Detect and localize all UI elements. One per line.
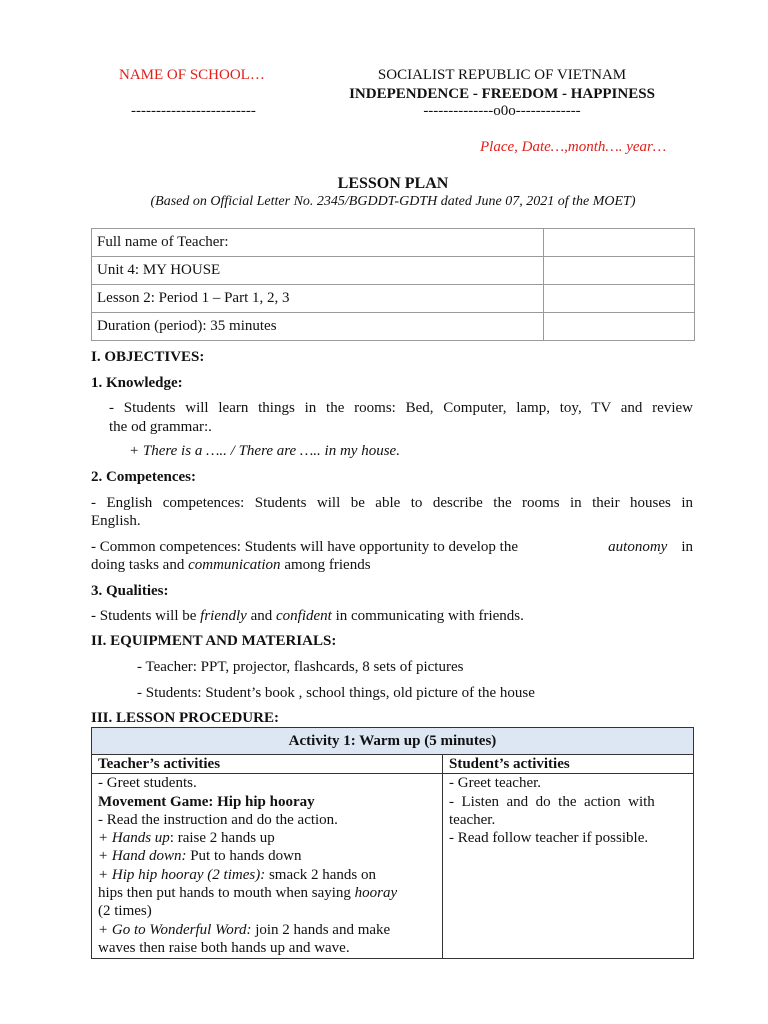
page-subtitle: (Based on Official Letter No. 2345/BGDDT-GDTH dated June 07, 2021 of the MOET): [150, 194, 636, 209]
knowledge-line-2: the od grammar:.: [109, 419, 212, 435]
competence-common-1: - Common competences: Students will have opportunity to develop the autonomy in: [91, 539, 693, 555]
competences-heading: 2. Competences:: [91, 469, 196, 485]
info-cell: Unit 4: MY HOUSE: [92, 257, 544, 285]
table-row: [92, 774, 694, 959]
motto-divider: --------------o0o-------------: [423, 103, 581, 119]
teacher-column-header: Teacher’s activities: [92, 755, 443, 774]
table-row: [92, 755, 694, 774]
procedure-table: [91, 727, 694, 959]
procedure-heading: III. LESSON PROCEDURE:: [91, 710, 279, 726]
knowledge-line-1: - Students will learn things in the rooms: Bed, Computer, lamp, toy, TV and review: [109, 400, 693, 416]
student-activities-cell: - Greet teacher. - Listen and do the action with teacher. - Read follow teacher if possible.: [443, 774, 694, 959]
national-motto: INDEPENDENCE - FREEDOM - HAPPINESS: [349, 86, 655, 102]
lesson-info-table: [91, 228, 695, 341]
grammar-line: + There is a ….. / There are ….. in my house.: [129, 443, 400, 459]
equipment-teacher: - Teacher: PPT, projector, flashcards, 8 sets of pictures: [137, 659, 464, 675]
competence-english-1: - English competences: Students will be able to describe the rooms in their houses in: [91, 495, 693, 511]
activity-title: Activity 1: Warm up (5 minutes): [92, 728, 694, 755]
competence-common-2: doing tasks and communication among friends: [91, 557, 371, 573]
teacher-activities-cell: - Greet students. Movement Game: Hip hip hooray - Read the instruction and do the action. + Hands up: raise 2 hands up + Hand down: Put to hands down + Hip hip hooray (2 times): smack 2 hands on hips then put hands to mouth when saying hooray (2 times) + Go to Wonderful Word: join 2 hands and make waves then raise both hands up and wave.: [92, 774, 443, 959]
table-row: [92, 285, 695, 313]
school-name: NAME OF SCHOOL…: [119, 67, 265, 83]
qualities-heading: 3. Qualities:: [91, 583, 169, 599]
school-divider: -------------------------: [131, 103, 256, 119]
table-row: [92, 728, 694, 755]
republic-name: SOCIALIST REPUBLIC OF VIETNAM: [377, 67, 627, 83]
table-row: [92, 229, 695, 257]
info-cell: Duration (period): 35 minutes: [92, 313, 544, 341]
equipment-students: - Students: Student’s book , school things, old picture of the house: [137, 685, 535, 701]
table-row: [92, 313, 695, 341]
info-cell: Full name of Teacher:: [92, 229, 544, 257]
competence-english-2: English.: [91, 513, 141, 529]
student-column-header: Student’s activities: [443, 755, 694, 774]
knowledge-heading: 1. Knowledge:: [91, 375, 183, 391]
qualities-line: - Students will be friendly and confident in communicating with friends.: [91, 608, 524, 624]
info-cell: Lesson 2: Period 1 – Part 1, 2, 3: [92, 285, 544, 313]
equipment-heading: II. EQUIPMENT AND MATERIALS:: [91, 633, 337, 649]
table-row: [92, 257, 695, 285]
page-title: LESSON PLAN: [337, 175, 449, 192]
place-date: Place, Date…,month…. year…: [480, 139, 667, 155]
objectives-heading: I. OBJECTIVES:: [91, 349, 205, 365]
